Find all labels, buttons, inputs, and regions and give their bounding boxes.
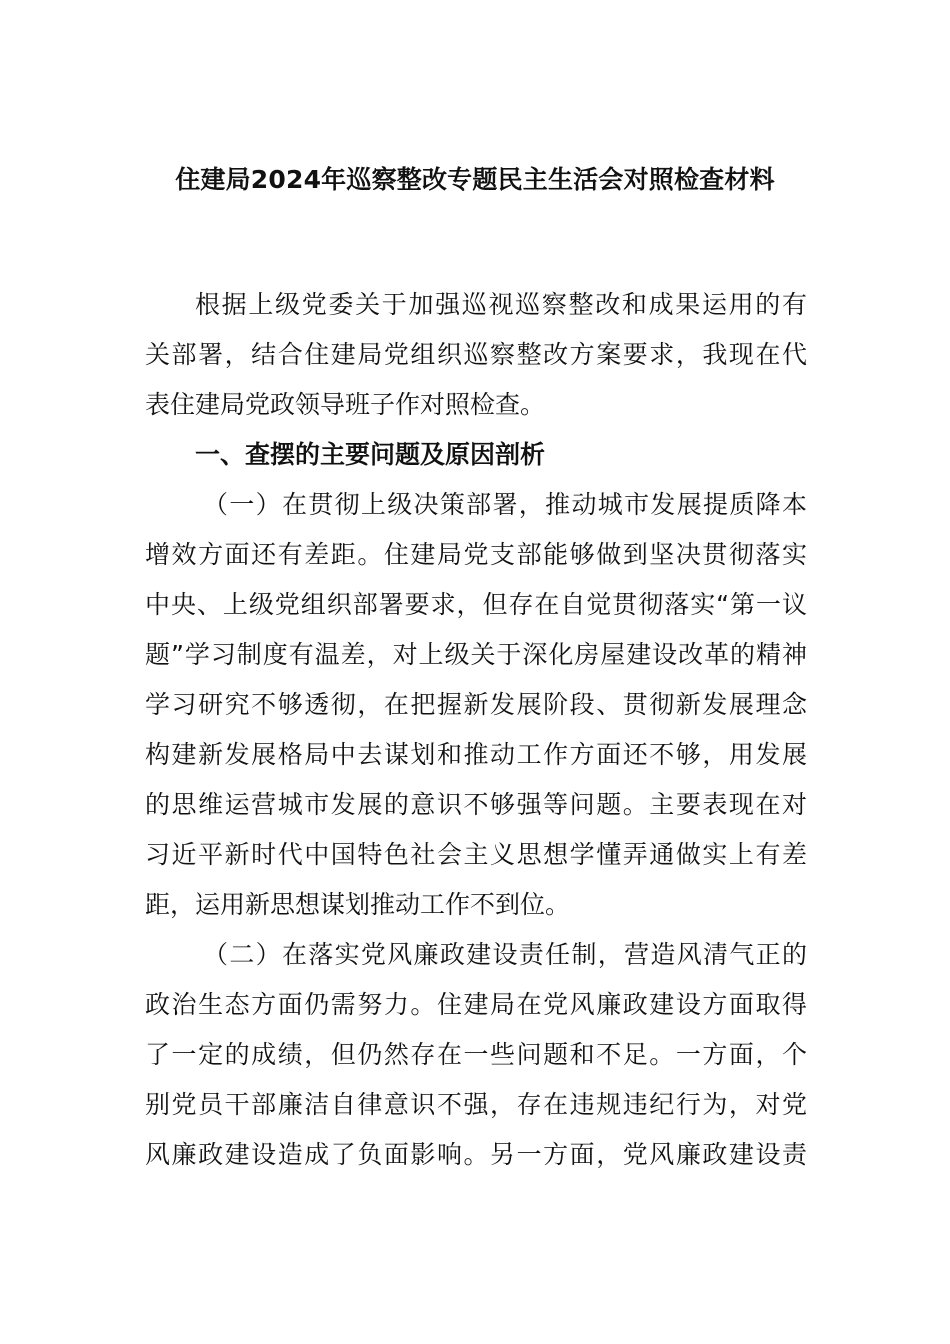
paragraph-line: 的思维运营城市发展的意识不够强等问题。主要表现在对	[145, 790, 807, 819]
paragraph-line: 了一定的成绩，但仍然存在一些问题和不足。一方面，个	[145, 1040, 807, 1069]
paragraph-line: 增效方面还有差距。住建局党支部能够做到坚决贯彻落实	[145, 540, 807, 569]
section-heading: 一、查摆的主要问题及原因剖析	[195, 440, 546, 469]
paragraph-line: 中央、上级党组织部署要求，但存在自觉贯彻落实“第一议	[145, 590, 807, 619]
paragraph-line: 学习研究不够透彻，在把握新发展阶段、贯彻新发展理念	[145, 690, 807, 719]
paragraph-line: 题”学习制度有温差，对上级关于深化房屋建设改革的精神	[145, 640, 807, 669]
paragraph-line: 关部署，结合住建局党组织巡察整改方案要求，我现在代	[145, 340, 807, 369]
paragraph-line: 政治生态方面仍需努力。住建局在党风廉政建设方面取得	[145, 990, 807, 1019]
paragraph-line: 距，运用新思想谋划推动工作不到位。	[145, 890, 571, 919]
document-body	[145, 280, 807, 1180]
paragraph-line: 表住建局党政领导班子作对照检查。	[145, 390, 546, 419]
paragraph-line: 构建新发展格局中去谋划和推动工作方面还不够，用发展	[145, 740, 807, 769]
paragraph-line: 习近平新时代中国特色社会主义思想学懂弄通做实上有差	[145, 840, 807, 869]
paragraph-line: 别党员干部廉洁自律意识不强，存在违规违纪行为，对党	[145, 1090, 807, 1119]
paragraph-line: 风廉政建设造成了负面影响。另一方面，党风廉政建设责	[145, 1140, 807, 1169]
paragraph-line: 根据上级党委关于加强巡视巡察整改和成果运用的有	[195, 290, 807, 319]
paragraph-line: （二）在落实党风廉政建设责任制，营造风清气正的	[203, 940, 807, 969]
paragraph-line: （一）在贯彻上级决策部署，推动城市发展提质降本	[203, 490, 807, 519]
document-title: 住建局2024年巡察整改专题民主生活会对照检查材料	[175, 165, 775, 194]
